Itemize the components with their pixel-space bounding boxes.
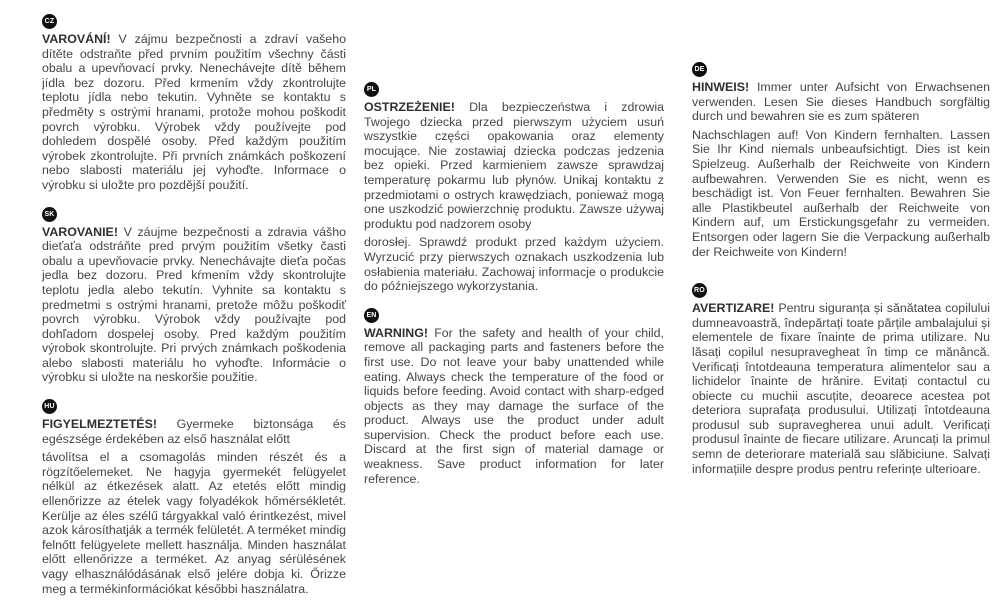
warning-text-pl (364, 100, 664, 231)
warning-heading-cz: VAROVÁNÍ! (42, 32, 111, 46)
warning-section-pl (364, 78, 664, 294)
warning-paragraph: Pentru siguranța și sănătatea copilului dumneavoastră, îndepărtați toate părțile ambalajului și elementele de fixare înainte de prima utilizare. Nu lăsați copilul nesupravegheat în timp ce mănâncă. Verificați întotdeauna temperatura alimentelor sau a lichidelor înainte de hrănire. Evitați contactul cu obiecte cu muchii ascuțite, deoarece acestea pot deteriora suprafața produsului. Utilizați întotdeauna produsul sub supravegherea unui adult. Verificați produsul înainte de fiecare utilizare. Aruncați la primul semn de deteriorare materială sau slăbiciune. Salvați informațiile despre produs pentru referințe ulterioare. (692, 301, 990, 476)
warning-paragraph: V zájmu bezpečnosti a zdraví vašeho dítěte odstraňte před prvním použitím všechny části obalu a upevňovací prvky. Nenechávejte dítě během jídla bez dozoru. Před krmením vždy zkontrolujte teplotu jídla nebo tekutin. Vyhněte se kontaktu s předměty s ostrými hranami, protože mohou poškodit povrch výrobku. Výrobek vždy používejte pod dohledem dospělé osoby. Před každým použitím výrobek zkontrolujte. Při prvních známkách poškození nebo slabosti materiálu jej vyhoďte. Informace o výrobku si uložte pro pozdější použití. (42, 32, 346, 192)
warning-text-hu (42, 417, 346, 446)
warning-paragraph: Immer unter Aufsicht von Erwachsenen verwenden. Lesen Sie dieses Handbuch sorgfältig durch und bewahren sie es zum späteren (692, 80, 990, 124)
warning-text-en (364, 326, 664, 487)
language-badge-cz: CZ (42, 14, 57, 29)
warning-section-en (364, 304, 664, 487)
warning-paragraph: V záujme bezpečnosti a zdravia vášho dieťaťa odstráňte pred prvým použitím všetky časti obalu a upevňovacie prvky. Nenechávajte dieťa počas jedla bez dozoru. Pred kŕmením vždy skontrolujte teplotu jedla alebo tekutín. Vyhnite sa kontaktu s predmetmi s ostrými hranami, pretože môžu poškodiť povrch výrobku. Výrobok vždy používajte pod dohľadom dospelej osoby. Pred každým použitím výrobok skontrolujte. Pri prvých známkach poškodenia alebo slabosti materiálu ho vyhoďte. Informácie o výrobku si uložte na neskoršie použitie. (42, 224, 346, 385)
column-right (692, 58, 990, 486)
warning-text-hu-continued: távolítsa el a csomagolás minden részét és a rögzítőelemeket. Ne hagyja gyermekét felügyelet nélkül az étkezések alatt. Az etetés előtt mindig ellenőrizze az ételek vagy folyadékok hőmérsékletét. Kerülje az éles szélű tárgyakkal való érintkezést, mivel azok károsíthatják a termék felületét. A terméket mindig felnőtt felügyelete mellett használja. Minden használat előtt ellenőrizze a terméket. Az anyag sérülésének vagy elhasználódásának első jelére dobja ki. Őrizze meg a termékinformációkat későbbi használatra. (42, 450, 346, 596)
column-left (42, 10, 346, 606)
language-badge-en: EN (364, 308, 379, 323)
warning-text-pl-continued: dorosłej. Sprawdź produkt przed każdym użyciem. Wyrzucić przy pierwszych oznakach uszkodzenia lub osłabienia materiału. Zachowaj informacje o produkcie do późniejszego wykorzystania. (364, 235, 664, 294)
language-badge-pl: PL (364, 82, 379, 97)
warning-heading-sk: VAROVANIE! (42, 224, 118, 239)
warning-section-hu (42, 395, 346, 596)
warning-heading-ro: AVERTIZARE! (692, 301, 775, 316)
column-middle (364, 78, 664, 496)
warning-paragraph: Dla bezpieczeństwa i zdrowia Twojego dziecka przed pierwszym użyciem usuń wszystkie części opakowania oraz elementy mocujące. Nie zostawiaj dziecka podczas jedzenia bez opieki. Przed karmieniem zawsze sprawdzaj temperaturę pokarmu lub płynów. Unikaj kontaktu z przedmiotami o ostrych krawędziach, ponieważ mogą one uszkodzić powierzchnię produktu. Zawsze używaj produktu pod nadzorem osoby (364, 100, 664, 231)
language-badge-hu: HU (42, 399, 57, 414)
warning-heading-pl: OSTRZEŻENIE! (364, 100, 455, 114)
warning-paragraph: For the safety and health of your child, remove all packaging parts and fasteners before the first use. Do not leave your baby unattended while eating. Always check the temperature of the food or liquids before feeding. Avoid contact with sharp-edged objects as they may damage the surface of the product. Always use the product under adult supervision. Check the product before each use. Discard at the first sign of material damage or weakness. Save product information for later reference. (364, 325, 664, 486)
warning-text-cz (42, 32, 346, 193)
warning-paragraph: Gyermeke biztonsága és egészsége érdekében az első használat előtt (42, 417, 346, 446)
warning-text-de-continued: Nachschlagen auf! Von Kindern fernhalten. Lassen Sie Ihr Kind niemals unbeaufsichtigt. Dies ist kein Spielzeug. Außerhalb der Reichweite von Kindern aufbewahren. Verwenden Sie es nicht, wenn es beschädigt ist. Von Feuer fernhalten. Bewahren Sie alle Plastikbeutel außerhalb der Reichweite von Kindern auf, um Erstickungsgefahr zu vermeiden. Entsorgen oder lagern Sie die Verpackung außerhalb der Reichweite von Kindern! (692, 127, 990, 259)
warning-text-ro (692, 301, 990, 476)
warning-section-sk (42, 203, 346, 386)
language-badge-ro: RO (692, 283, 707, 298)
language-badge-de: DE (692, 62, 707, 77)
warning-text-sk (42, 225, 346, 386)
warning-section-ro (692, 279, 990, 476)
language-badge-sk: SK (42, 207, 57, 222)
warning-heading-en: WARNING! (364, 325, 429, 340)
warning-text-de (692, 80, 990, 124)
warning-heading-hu: FIGYELMEZTETÉS! (42, 417, 157, 432)
warning-section-cz (42, 10, 346, 193)
warning-heading-de: HINWEIS! (692, 80, 750, 94)
warning-section-de (692, 58, 990, 259)
